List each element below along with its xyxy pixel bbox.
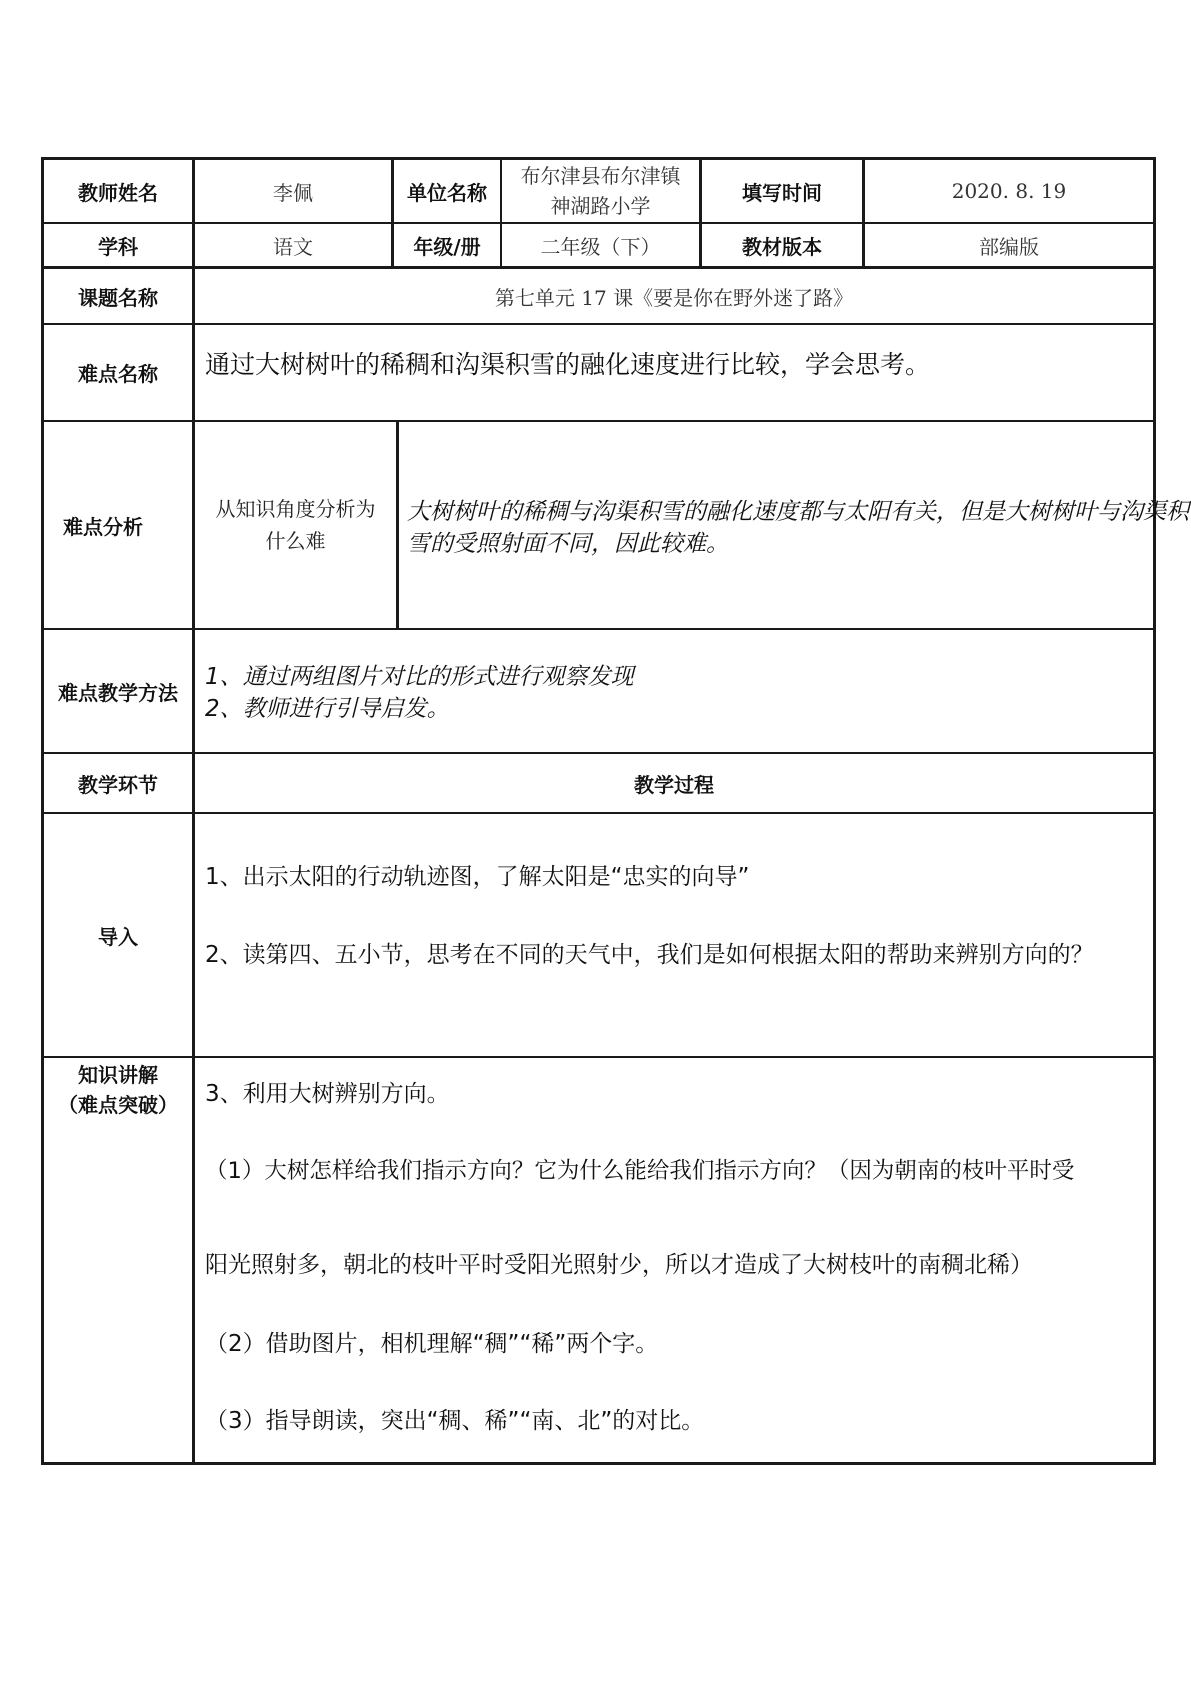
knowledge-item: 阳光照射多，朝北的枝叶平时受阳光照射少，所以才造成了大树枝叶的南稠北稀） (205, 1252, 1033, 1278)
unit-name-value (502, 160, 699, 222)
process-header-label: 教学过程 (634, 772, 714, 797)
knowledge-label-line1: 知识讲解 (78, 1063, 158, 1087)
knowledge-item: （3）指导朗读，突出“稠、稀”“南、北”的对比。 (205, 1408, 705, 1434)
topic-label: 课题名称 (78, 285, 158, 310)
knowledge-label-line2: （难点突破） (58, 1093, 178, 1117)
row-divider (41, 812, 1156, 814)
knowledge-item: 3、利用大树辨别方向。 (205, 1081, 450, 1107)
method-label: 难点教学方法 (58, 680, 178, 705)
subject-value: 语文 (273, 234, 313, 259)
difficulty-value: 通过大树树叶的稀稠和沟渠积雪的融化速度进行比较，学会思考。 (205, 350, 931, 379)
analysis-column-divider (396, 420, 399, 630)
knowledge-label (44, 1058, 192, 1122)
intro-item: 2、读第四、五小节，思考在不同的天气中，我们是如何根据太阳的帮助来辨别方向的？ (205, 942, 1094, 968)
fill-date-label: 填写时间 (742, 180, 822, 205)
row-divider (41, 1056, 1156, 1058)
analysis-text-line1: 大树树叶的稀稠与沟渠积雪的融化速度都与太阳有关，但是大树树叶与沟渠积 (407, 499, 1189, 525)
difficulty-label: 难点名称 (78, 362, 158, 386)
edition-value: 部编版 (979, 234, 1039, 259)
teacher-name-value: 李佩 (273, 180, 313, 205)
knowledge-item: （1）大树怎样给我们指示方向？它为什么能给我们指示方向？（因为朝南的枝叶平时受 (205, 1158, 1075, 1184)
knowledge-item: （2）借助图片，相机理解“稠”“稀”两个字。 (205, 1331, 659, 1357)
grade-value: 二年级（下） (540, 234, 661, 259)
intro-item: 1、出示太阳的行动轨迹图，了解太阳是“忠实的向导” (205, 864, 750, 890)
grade-label: 年级/册 (413, 234, 481, 259)
unit-name-line2: 神湖路小学 (550, 194, 651, 218)
subject-label: 学科 (98, 234, 138, 259)
unit-name-line1: 布尔津县布尔津镇 (520, 164, 681, 188)
intro-label: 导入 (98, 924, 138, 949)
method-item: 2、教师进行引导启发。 (205, 696, 450, 722)
unit-name-label: 单位名称 (407, 180, 487, 205)
border-bottom (41, 1462, 1156, 1465)
method-item: 1、通过两组图片对比的形式进行观察发现 (205, 664, 634, 690)
teacher-name-label: 教师姓名 (78, 180, 158, 205)
stage-header-label: 教学环节 (78, 772, 158, 797)
row-divider (41, 628, 1156, 630)
fill-date-value: 2020. 8. 19 (951, 179, 1067, 203)
analysis-sub-label (195, 422, 396, 628)
border-right (1153, 157, 1156, 1465)
edition-label: 教材版本 (742, 234, 822, 259)
analysis-text-line2: 雪的受照射面不同，因此较难。 (407, 531, 729, 557)
analysis-sub-label-line1: 从知识角度分析为 (215, 497, 376, 521)
analysis-label: 难点分析 (63, 514, 143, 539)
topic-value: 第七单元 17 课《要是你在野外迷了路》 (494, 285, 854, 310)
analysis-sub-label-line2: 什么难 (265, 529, 326, 553)
row-divider (41, 323, 1156, 325)
